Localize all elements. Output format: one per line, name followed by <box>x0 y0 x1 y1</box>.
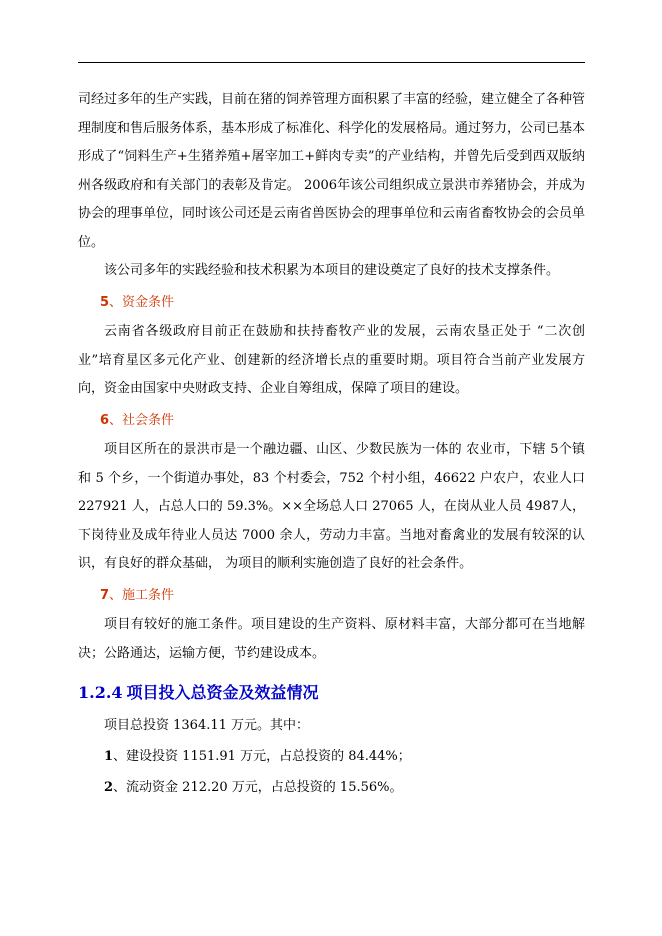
list-item <box>78 741 585 772</box>
heading-text: 、施工条件 <box>109 587 175 603</box>
list-text: 、建设投资 1151.91 万元，占总投资的 84.44%； <box>113 749 411 764</box>
paragraph-company-experience: 司经过多年的生产实践，目前在猪的饲养管理方面积累了丰富的经验，建立健全了各种管理制度和售后服务体系，基本形成了标准化、科学化的发展格局。通过努力，公司已基本形成了“饲料生产+生猪养殖+屠宰加工+鲜肉专卖”的产业结构，并曾先后受到西双版纳州各级政府和有关部门的表彰及肯定。 2006年该公司组织成立景洪市养猪协会，并成为协会的理事单位，同时该公司还是云南省兽医协会的理事单位和云南省畜牧协会的会员单位。 <box>78 92 586 250</box>
section-heading <box>78 678 585 708</box>
heading-number: 6 <box>100 412 110 428</box>
heading-social-conditions <box>78 407 585 436</box>
paragraph-technical-support: 该公司多年的实践经验和技术积累为本项目的建设奠定了良好的技术支撑条件。 <box>104 263 560 278</box>
list-number: 2 <box>104 780 114 795</box>
heading-construction-conditions <box>78 582 585 611</box>
paragraph-construction: 项目有较好的施工条件。项目建设的生产资料、原材料丰富，大部分都可在当地解决；公路通达，运输方便，节约建设成本。 <box>78 617 585 661</box>
document-body <box>78 86 585 803</box>
paragraph-social: 项目区所在的景洪市是一个融边疆、山区、少数民族为一体的 农业市，下辖 5个镇和 5 个乡，一个街道办事处，83 个村委会，752 个村小组，46622 户农户，农业人口 227921 人，占总人口的 59.3%。××全场总人口 27065 人，在岗从业人员 4987人，下岗待业及成年待业人员达 7000 余人，劳动力丰富。当地对畜禽业的发展有较深的认识，有良好的群众基础， 为项目的顺利实施创造了良好的社会条件。 <box>78 442 585 571</box>
investment-intro: 项目总投资 1364.11 万元。其中： <box>104 718 310 733</box>
heading-number: 5 <box>100 294 110 310</box>
paragraph-funding: 云南省各级政府目前正在鼓励和扶持畜牧产业的发展，云南农垦正处于 “二次创业”培育星区多元化产业、创建新的经济增长点的重要时期。项目符合当前产业发展方向，资金由国家中央财政支持、企业自筹组成，保障了项目的建设。 <box>78 324 585 396</box>
list-number: 1 <box>104 749 114 764</box>
heading-funding-conditions <box>78 289 585 318</box>
section-number: 1.2.4 <box>78 683 123 702</box>
heading-number: 7 <box>100 587 110 603</box>
list-item <box>78 772 585 803</box>
heading-text: 、资金条件 <box>109 294 175 310</box>
list-text: 、流动资金 212.20 万元，占总投资的 15.56%。 <box>113 780 403 795</box>
header-rule <box>78 62 585 63</box>
section-title: 项目投入总资金及效益情况 <box>126 683 319 702</box>
heading-text: 、社会条件 <box>109 412 175 428</box>
